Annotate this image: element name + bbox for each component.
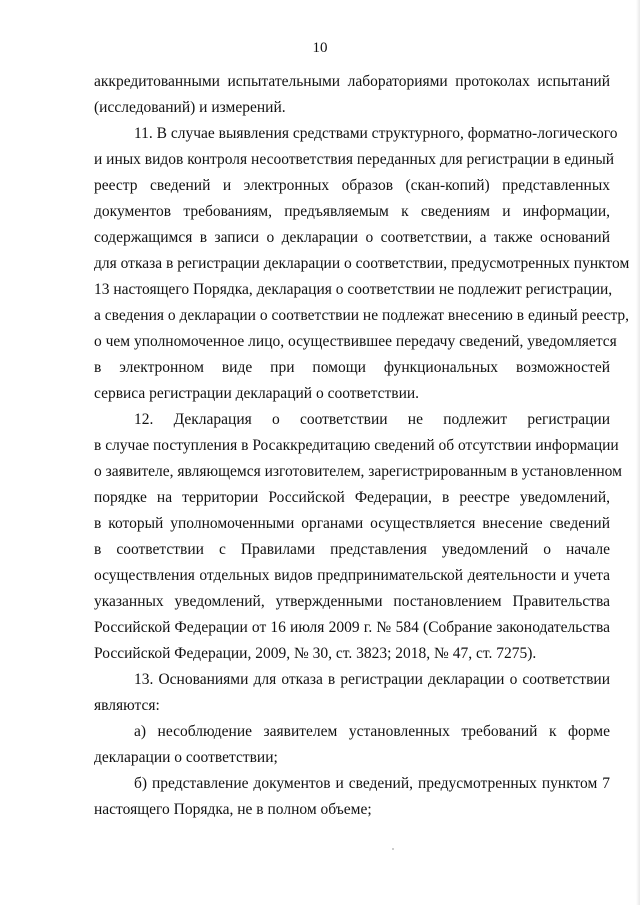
text-line: сервиса регистрации деклараций о соответствии. <box>94 385 420 402</box>
text-line: реестр сведений и электронных образов (скан-копий) представленных <box>94 177 610 194</box>
text-line: декларации о соответствии; <box>94 749 278 766</box>
text-line: Российской Федерации от 16 июля 2009 г. № 584 (Собрание законодательства <box>94 619 610 636</box>
text-line: для отказа в регистрации декларации о соответствии, предусмотренных пунктом <box>94 255 630 272</box>
page-number: 10 <box>312 40 328 56</box>
text-line: указанных уведомлений, утвержденными постановлением Правительства <box>94 593 610 610</box>
text-line: о заявителе, являющемся изготовителем, зарегистрированным в установленном <box>94 463 622 480</box>
paragraph-13-first-line: 13. Основаниями для отказа в регистрации декларации о соответствии <box>134 671 610 688</box>
text-line: в который уполномоченными органами осуществляется внесение сведений <box>94 515 610 532</box>
text-line: аккредитованными испытательными лабораториями протоколах испытаний <box>94 73 610 90</box>
text-line: в соответствии с Правилами представления уведомлений о начале <box>94 541 610 558</box>
text-line: 13 настоящего Порядка, декларация о соответствии не подлежит регистрации, <box>94 281 613 298</box>
list-item-b-first-line: б) представление документов и сведений, предусмотренных пунктом 7 <box>134 775 610 792</box>
text-line: в случае поступления в Росаккредитацию сведений об отсутствии информации <box>94 437 619 454</box>
text-line: и иных видов контроля несоответствия переданных для регистрации в единый <box>94 151 615 168</box>
paragraph-11-first-line: 11. В случае выявления средствами структурного, форматно-логического <box>134 125 618 142</box>
list-item-a-first-line: а) несоблюдение заявителем установленных требований к форме <box>134 723 610 740</box>
paragraph-12-first-line: 12. Декларация о соответствии не подлежит регистрации <box>134 411 610 428</box>
text-line: являются: <box>94 697 160 714</box>
text-line: (исследований) и измерений. <box>94 99 286 116</box>
text-line: о чем уполномоченное лицо, осуществившее передачу сведений, уведомляется <box>94 333 617 350</box>
text-line: настоящего Порядка, не в полном объеме; <box>94 801 372 818</box>
page-edge-shadow <box>636 0 640 905</box>
text-line: осуществления отдельных видов предпринимательской деятельности и учета <box>94 567 610 584</box>
text-line: в электронном виде при помощи функциональных возможностей <box>94 359 610 376</box>
scan-speck <box>392 848 394 850</box>
text-line: Российской Федерации, 2009, № 30, ст. 3823; 2018, № 47, ст. 7275). <box>94 645 537 662</box>
text-line: порядке на территории Российской Федерации, в реестре уведомлений, <box>94 489 610 506</box>
text-line: а сведения о декларации о соответствии не подлежат внесению в единый реестр, <box>94 307 630 324</box>
text-line: содержащимся в записи о декларации о соответствии, а также оснований <box>94 229 610 246</box>
text-line: документов требованиям, предъявляемым к сведениям и информации, <box>94 203 610 220</box>
